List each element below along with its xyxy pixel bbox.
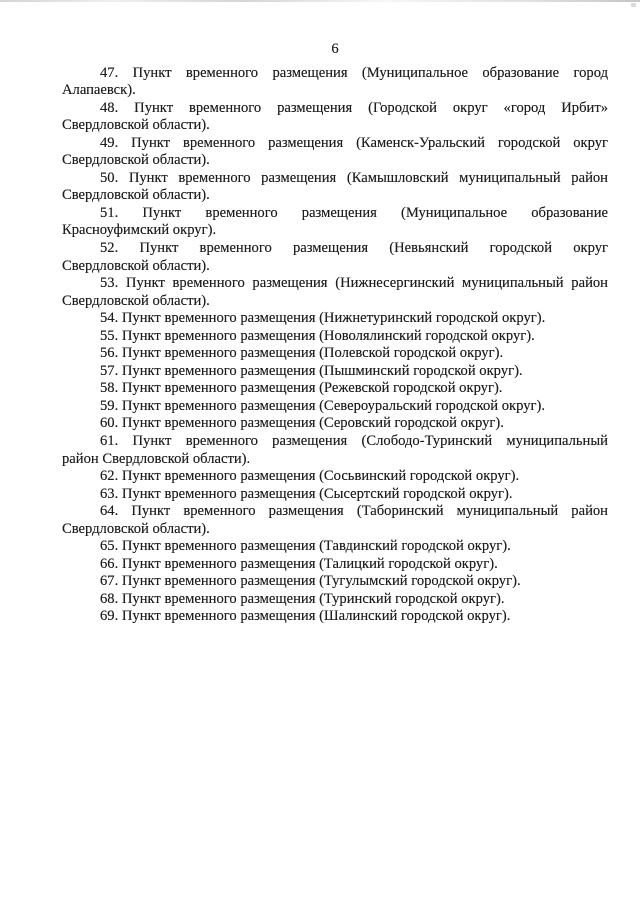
paragraph-line: 67. Пункт временного размещения (Тугулымский городской округ). xyxy=(100,573,521,590)
list-item xyxy=(62,170,608,205)
paragraph-line: 61. Пункт временного размещения (Слободо-Туринский муниципальный xyxy=(100,432,608,449)
paragraph-line: 62. Пункт временного размещения (Сосьвинский городской округ). xyxy=(100,468,520,485)
list-item xyxy=(62,433,608,468)
paragraph-line: 57. Пункт временного размещения (Пышминский городской округ). xyxy=(100,362,523,379)
paragraph-line: 53. Пункт временного размещения (Нижнесергинский муниципальный район xyxy=(100,275,608,292)
list-item xyxy=(62,380,608,398)
paragraph-line: 66. Пункт временного размещения (Талицкий городской округ). xyxy=(100,555,498,572)
list-item xyxy=(62,100,608,135)
paragraph-line: 56. Пункт временного размещения (Полевской городской округ). xyxy=(100,345,504,362)
list-item xyxy=(62,556,608,574)
paragraph-line: 63. Пункт временного размещения (Сысертский городской округ). xyxy=(100,485,513,502)
list-item xyxy=(62,240,608,275)
list-item xyxy=(62,573,608,591)
paragraph-line: 59. Пункт временного размещения (Североуральский городской округ). xyxy=(100,397,545,414)
paragraph-line: Свердловской области). xyxy=(62,257,210,274)
paragraph-line: 51. Пункт временного размещения (Муниципальное образование xyxy=(100,204,608,221)
list-item xyxy=(62,486,608,504)
text-block xyxy=(62,0,608,626)
paragraph-line: 58. Пункт временного размещения (Режевской городской округ). xyxy=(100,380,503,397)
paragraph-line: Свердловской области). xyxy=(62,117,210,134)
paragraph-line: Свердловской области). xyxy=(62,152,210,169)
paragraph-line: 52. Пункт временного размещения (Невьянский городской округ xyxy=(100,239,608,256)
paragraph-line: 65. Пункт временного размещения (Тавдинский городской округ). xyxy=(100,538,511,555)
paragraph-line: 55. Пункт временного размещения (Новолялинский городской округ). xyxy=(100,327,535,344)
list-item xyxy=(62,591,608,609)
paragraph-line: 49. Пункт временного размещения (Каменск-Уральский городской округ xyxy=(100,134,608,151)
list-item xyxy=(62,538,608,556)
list-item xyxy=(62,135,608,170)
paragraph-line: Свердловской области). xyxy=(62,292,210,309)
scan-artifact-line xyxy=(0,0,640,2)
paragraph-line: 68. Пункт временного размещения (Туринский городской округ). xyxy=(100,590,505,607)
paragraph-line: район Свердловской области). xyxy=(62,450,251,467)
scan-artifact-speck xyxy=(631,3,636,7)
paragraph-line: 60. Пункт временного размещения (Серовский городской округ). xyxy=(100,415,504,432)
paragraph-line: 47. Пункт временного размещения (Муниципальное образование город xyxy=(100,64,608,81)
paragraph-line: 69. Пункт временного размещения (Шалинский городской округ). xyxy=(100,608,511,625)
paragraph-line: 64. Пункт временного размещения (Таборинский муниципальный район xyxy=(100,503,608,520)
paragraph-line: Свердловской области). xyxy=(62,520,210,537)
paragraph-line: Алапаевск). xyxy=(62,82,136,99)
list-item xyxy=(62,310,608,328)
paragraph-line: 54. Пункт временного размещения (Нижнетуринский городской округ). xyxy=(100,310,546,327)
list-item xyxy=(62,415,608,433)
paragraph-line: 48. Пункт временного размещения (Городской округ «город Ирбит» xyxy=(100,99,608,116)
page-number: 6 xyxy=(331,41,339,57)
list-item xyxy=(62,503,608,538)
list-item xyxy=(62,65,608,100)
list-item xyxy=(62,275,608,310)
list-item xyxy=(62,328,608,346)
list-item xyxy=(62,398,608,416)
paragraph-line: 50. Пункт временного размещения (Камышловский муниципальный район xyxy=(100,169,608,186)
list-item xyxy=(62,363,608,381)
list-item xyxy=(62,345,608,363)
list-item xyxy=(62,608,608,626)
list-item xyxy=(62,468,608,486)
list-item xyxy=(62,205,608,240)
paragraph-line: Свердловской области). xyxy=(62,187,210,204)
paragraph-line: Красноуфимский округ). xyxy=(62,222,217,239)
document-body xyxy=(62,65,608,627)
